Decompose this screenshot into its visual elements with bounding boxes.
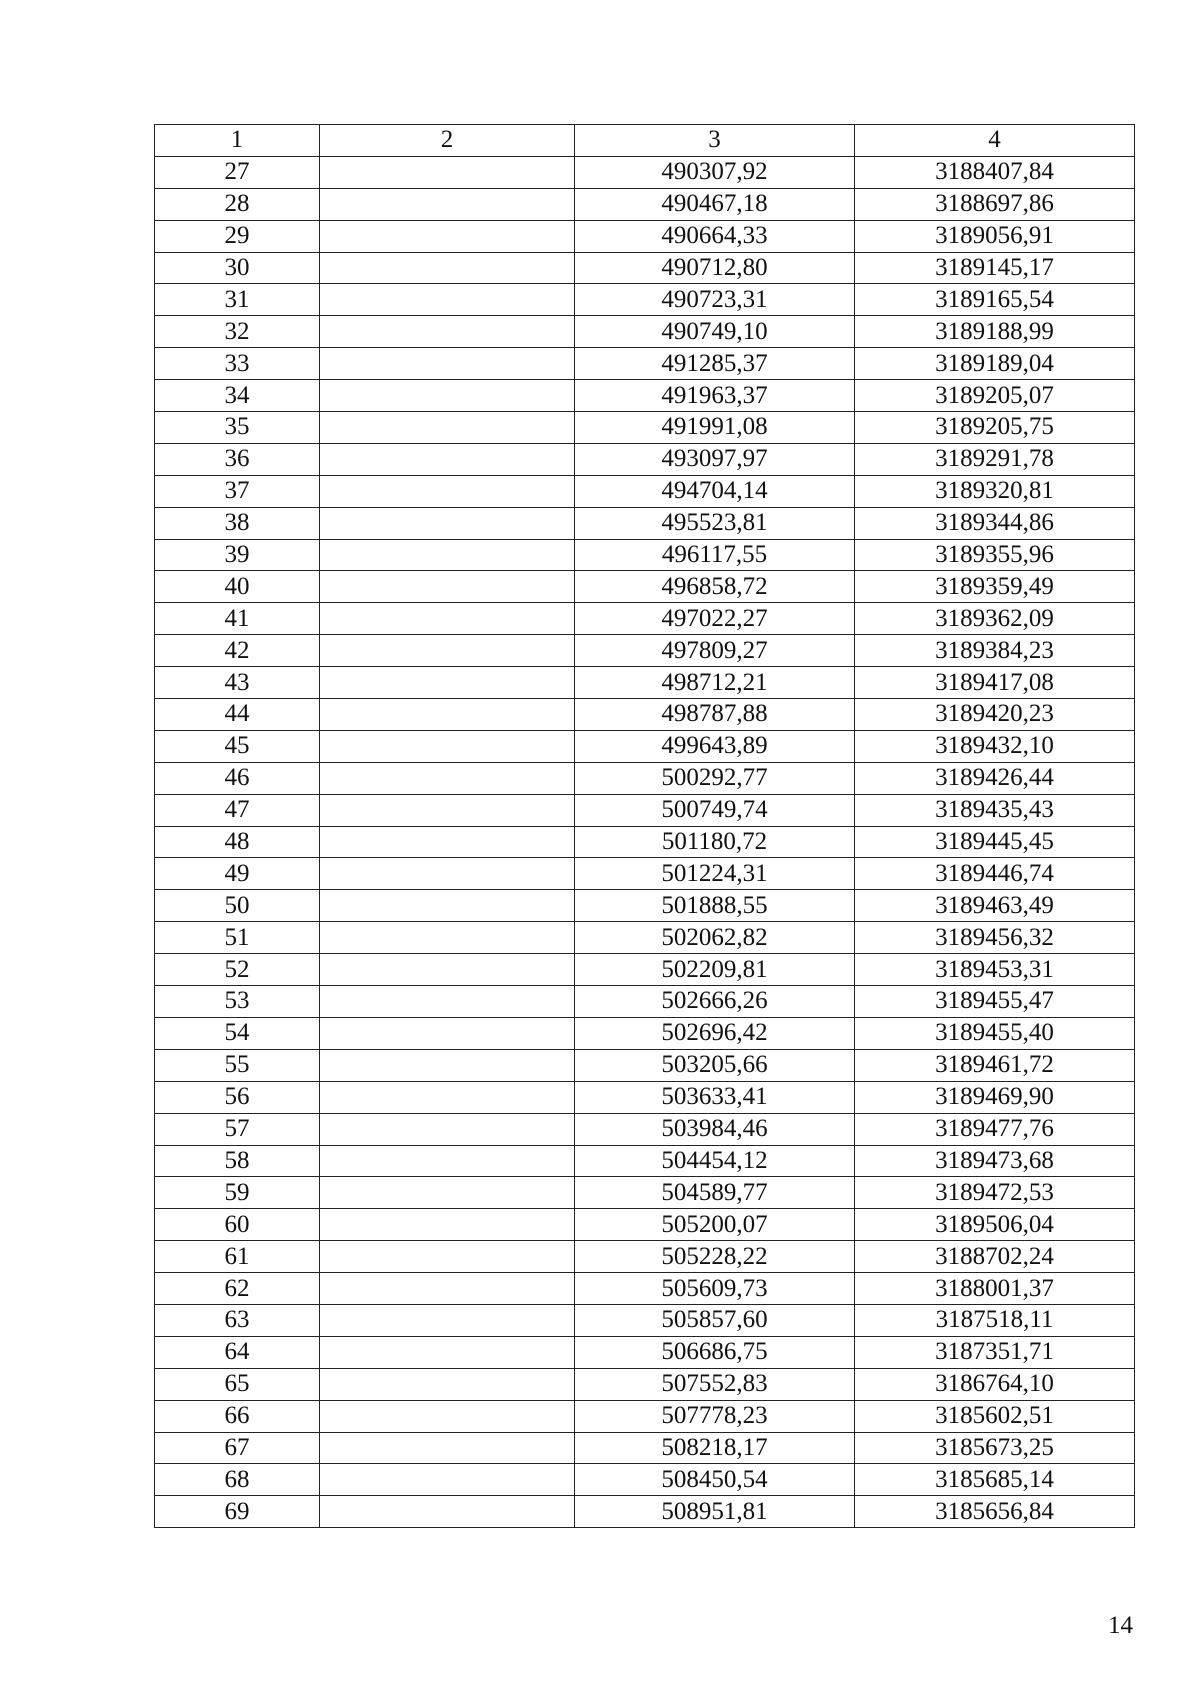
table-cell-col-1: 52 (155, 954, 320, 986)
table-cell-col-1: 53 (155, 986, 320, 1018)
table-cell-col-2 (320, 252, 575, 284)
table-cell-col-3: 503633,41 (575, 1081, 855, 1113)
table-cell-col-4: 3189472,53 (855, 1177, 1135, 1209)
table-cell-col-4: 3189456,32 (855, 922, 1135, 954)
table-cell-col-3: 499643,89 (575, 730, 855, 762)
table-cell-col-3: 501180,72 (575, 826, 855, 858)
table-cell-col-3: 490467,18 (575, 188, 855, 220)
table-cell-col-1: 62 (155, 1273, 320, 1305)
table-cell-col-4: 3185673,25 (855, 1432, 1135, 1464)
column-header-4: 4 (855, 125, 1135, 157)
table-cell-col-1: 35 (155, 412, 320, 444)
table-cell-col-3: 502696,42 (575, 1017, 855, 1049)
table-cell-col-4: 3189461,72 (855, 1049, 1135, 1081)
table-cell-col-1: 48 (155, 826, 320, 858)
table-cell-col-4: 3189420,23 (855, 699, 1135, 731)
table-cell-col-2 (320, 667, 575, 699)
table-cell-col-3: 503984,46 (575, 1113, 855, 1145)
table-cell-col-1: 41 (155, 603, 320, 635)
table-cell-col-2 (320, 635, 575, 667)
table-row (155, 858, 1135, 890)
table-cell-col-4: 3189344,86 (855, 507, 1135, 539)
table-row (155, 699, 1135, 731)
table-row (155, 571, 1135, 603)
table-row (155, 922, 1135, 954)
table-cell-col-1: 54 (155, 1017, 320, 1049)
table-cell-col-3: 508450,54 (575, 1464, 855, 1496)
table-row (155, 667, 1135, 699)
table-cell-col-4: 3185656,84 (855, 1496, 1135, 1528)
table-cell-col-2 (320, 475, 575, 507)
table-cell-col-3: 505228,22 (575, 1241, 855, 1273)
table-row (155, 730, 1135, 762)
table-cell-col-3: 490307,92 (575, 156, 855, 188)
table-cell-col-2 (320, 1209, 575, 1241)
table-cell-col-1: 43 (155, 667, 320, 699)
table-cell-col-4: 3188702,24 (855, 1241, 1135, 1273)
table-row (155, 380, 1135, 412)
table-cell-col-3: 498712,21 (575, 667, 855, 699)
table-cell-col-2 (320, 890, 575, 922)
table-row (155, 762, 1135, 794)
table-cell-col-4: 3189320,81 (855, 475, 1135, 507)
table-cell-col-3: 501224,31 (575, 858, 855, 890)
table-cell-col-3: 491963,37 (575, 380, 855, 412)
table-cell-col-2 (320, 858, 575, 890)
table-cell-col-2 (320, 348, 575, 380)
table-cell-col-2 (320, 1464, 575, 1496)
table-cell-col-1: 44 (155, 699, 320, 731)
table-cell-col-4: 3189426,44 (855, 762, 1135, 794)
table-cell-col-1: 58 (155, 1145, 320, 1177)
table-cell-col-1: 65 (155, 1368, 320, 1400)
table-cell-col-1: 32 (155, 316, 320, 348)
table-cell-col-4: 3189189,04 (855, 348, 1135, 380)
table-cell-col-2 (320, 539, 575, 571)
table-cell-col-3: 490749,10 (575, 316, 855, 348)
table-cell-col-1: 33 (155, 348, 320, 380)
table-cell-col-1: 66 (155, 1400, 320, 1432)
table-cell-col-2 (320, 1241, 575, 1273)
table-cell-col-1: 45 (155, 730, 320, 762)
table-cell-col-2 (320, 794, 575, 826)
table-row (155, 1400, 1135, 1432)
table-cell-col-3: 505857,60 (575, 1304, 855, 1336)
table-row (155, 635, 1135, 667)
table-header-row (155, 125, 1135, 157)
table-cell-col-2 (320, 954, 575, 986)
table-cell-col-2 (320, 986, 575, 1018)
table-cell-col-2 (320, 922, 575, 954)
table-cell-col-1: 29 (155, 220, 320, 252)
column-header-1: 1 (155, 125, 320, 157)
table-cell-col-4: 3189417,08 (855, 667, 1135, 699)
table-cell-col-3: 491991,08 (575, 412, 855, 444)
table-cell-col-2 (320, 1273, 575, 1305)
table-cell-col-2 (320, 730, 575, 762)
table-cell-col-4: 3187518,11 (855, 1304, 1135, 1336)
column-header-3: 3 (575, 125, 855, 157)
table-cell-col-4: 3189432,10 (855, 730, 1135, 762)
table-cell-col-1: 39 (155, 539, 320, 571)
table-row (155, 156, 1135, 188)
table-cell-col-4: 3189362,09 (855, 603, 1135, 635)
table-cell-col-1: 64 (155, 1336, 320, 1368)
table-cell-col-4: 3189435,43 (855, 794, 1135, 826)
table-cell-col-1: 30 (155, 252, 320, 284)
table-cell-col-3: 493097,97 (575, 443, 855, 475)
table-row (155, 188, 1135, 220)
table-cell-col-1: 63 (155, 1304, 320, 1336)
table-row (155, 1368, 1135, 1400)
table-cell-col-2 (320, 507, 575, 539)
table-cell-col-4: 3189145,17 (855, 252, 1135, 284)
table-cell-col-1: 50 (155, 890, 320, 922)
table-row (155, 443, 1135, 475)
table-cell-col-3: 502209,81 (575, 954, 855, 986)
table-cell-col-1: 57 (155, 1113, 320, 1145)
table-row (155, 1304, 1135, 1336)
table-cell-col-4: 3189205,75 (855, 412, 1135, 444)
table-cell-col-4: 3189453,31 (855, 954, 1135, 986)
table-cell-col-1: 42 (155, 635, 320, 667)
table-cell-col-4: 3185685,14 (855, 1464, 1135, 1496)
table-cell-col-4: 3189056,91 (855, 220, 1135, 252)
table-cell-col-3: 498787,88 (575, 699, 855, 731)
table-cell-col-2 (320, 826, 575, 858)
table-cell-col-2 (320, 1496, 575, 1528)
table-row (155, 1049, 1135, 1081)
table-cell-col-3: 491285,37 (575, 348, 855, 380)
page-number: 14 (1108, 1612, 1133, 1639)
table-cell-col-2 (320, 1336, 575, 1368)
table-cell-col-2 (320, 1304, 575, 1336)
table-row (155, 1336, 1135, 1368)
table-row (155, 1464, 1135, 1496)
table-cell-col-4: 3189165,54 (855, 284, 1135, 316)
table-cell-col-1: 36 (155, 443, 320, 475)
table-cell-col-3: 490712,80 (575, 252, 855, 284)
table-cell-col-2 (320, 1017, 575, 1049)
table-row (155, 890, 1135, 922)
table-cell-col-4: 3185602,51 (855, 1400, 1135, 1432)
table-cell-col-1: 46 (155, 762, 320, 794)
coordinates-table (154, 124, 1135, 1528)
table-cell-col-4: 3189384,23 (855, 635, 1135, 667)
table-cell-col-3: 504589,77 (575, 1177, 855, 1209)
table-row (155, 1017, 1135, 1049)
table-cell-col-4: 3189455,40 (855, 1017, 1135, 1049)
table-cell-col-4: 3189359,49 (855, 571, 1135, 603)
table-cell-col-4: 3189188,99 (855, 316, 1135, 348)
table-cell-col-1: 56 (155, 1081, 320, 1113)
table-cell-col-4: 3189455,47 (855, 986, 1135, 1018)
table-body (155, 156, 1135, 1527)
table-cell-col-3: 494704,14 (575, 475, 855, 507)
table-cell-col-3: 502062,82 (575, 922, 855, 954)
table-cell-col-3: 507778,23 (575, 1400, 855, 1432)
table-cell-col-4: 3188697,86 (855, 188, 1135, 220)
table-cell-col-3: 505609,73 (575, 1273, 855, 1305)
table-row (155, 1081, 1135, 1113)
table-cell-col-4: 3189446,74 (855, 858, 1135, 890)
table-row (155, 986, 1135, 1018)
table-cell-col-3: 507552,83 (575, 1368, 855, 1400)
table-cell-col-1: 27 (155, 156, 320, 188)
table-cell-col-2 (320, 1049, 575, 1081)
table-cell-col-2 (320, 699, 575, 731)
table-cell-col-2 (320, 571, 575, 603)
table-cell-col-4: 3188407,84 (855, 156, 1135, 188)
table-cell-col-2 (320, 188, 575, 220)
table-cell-col-3: 508218,17 (575, 1432, 855, 1464)
table-cell-col-2 (320, 1400, 575, 1432)
table-cell-col-1: 47 (155, 794, 320, 826)
table-cell-col-4: 3189473,68 (855, 1145, 1135, 1177)
table-cell-col-2 (320, 443, 575, 475)
table-cell-col-2 (320, 1177, 575, 1209)
table-cell-col-1: 40 (155, 571, 320, 603)
table-row (155, 1432, 1135, 1464)
table-cell-col-2 (320, 380, 575, 412)
table-cell-col-2 (320, 762, 575, 794)
table-cell-col-3: 506686,75 (575, 1336, 855, 1368)
table-row (155, 412, 1135, 444)
table-cell-col-4: 3189291,78 (855, 443, 1135, 475)
table-row (155, 348, 1135, 380)
table-row (155, 1241, 1135, 1273)
table-cell-col-3: 500292,77 (575, 762, 855, 794)
table-cell-col-1: 34 (155, 380, 320, 412)
table-cell-col-2 (320, 1368, 575, 1400)
table-cell-col-2 (320, 1081, 575, 1113)
table-row (155, 507, 1135, 539)
table-cell-col-3: 495523,81 (575, 507, 855, 539)
table-cell-col-4: 3189355,96 (855, 539, 1135, 571)
table-cell-col-3: 508951,81 (575, 1496, 855, 1528)
table-cell-col-1: 49 (155, 858, 320, 890)
table-cell-col-1: 37 (155, 475, 320, 507)
table-cell-col-4: 3189506,04 (855, 1209, 1135, 1241)
table-cell-col-1: 59 (155, 1177, 320, 1209)
table-row (155, 603, 1135, 635)
table-row (155, 1273, 1135, 1305)
table-cell-col-3: 500749,74 (575, 794, 855, 826)
table-cell-col-2 (320, 412, 575, 444)
table-row (155, 1496, 1135, 1528)
table-cell-col-2 (320, 603, 575, 635)
table-cell-col-3: 501888,55 (575, 890, 855, 922)
table-cell-col-1: 68 (155, 1464, 320, 1496)
column-header-2: 2 (320, 125, 575, 157)
table-row (155, 539, 1135, 571)
table-cell-col-3: 490723,31 (575, 284, 855, 316)
table-cell-col-4: 3189463,49 (855, 890, 1135, 922)
table-row (155, 252, 1135, 284)
table-cell-col-2 (320, 1432, 575, 1464)
table-row (155, 1177, 1135, 1209)
table-cell-col-3: 497809,27 (575, 635, 855, 667)
table-cell-col-2 (320, 284, 575, 316)
table-cell-col-2 (320, 156, 575, 188)
table-cell-col-4: 3188001,37 (855, 1273, 1135, 1305)
table-row (155, 1145, 1135, 1177)
table-cell-col-1: 69 (155, 1496, 320, 1528)
table-row (155, 220, 1135, 252)
table-cell-col-2 (320, 1145, 575, 1177)
table-cell-col-2 (320, 220, 575, 252)
table-cell-col-1: 38 (155, 507, 320, 539)
table-cell-col-1: 67 (155, 1432, 320, 1464)
table-row (155, 954, 1135, 986)
table-row (155, 475, 1135, 507)
table-row (155, 826, 1135, 858)
table-cell-col-3: 505200,07 (575, 1209, 855, 1241)
table-cell-col-2 (320, 1113, 575, 1145)
table-cell-col-3: 504454,12 (575, 1145, 855, 1177)
table-row (155, 284, 1135, 316)
table-cell-col-4: 3189205,07 (855, 380, 1135, 412)
table-cell-col-1: 61 (155, 1241, 320, 1273)
table-row (155, 1113, 1135, 1145)
table-cell-col-4: 3186764,10 (855, 1368, 1135, 1400)
table-cell-col-4: 3189469,90 (855, 1081, 1135, 1113)
table-cell-col-1: 31 (155, 284, 320, 316)
table-cell-col-4: 3189477,76 (855, 1113, 1135, 1145)
table-cell-col-1: 60 (155, 1209, 320, 1241)
table-cell-col-1: 55 (155, 1049, 320, 1081)
table-cell-col-3: 503205,66 (575, 1049, 855, 1081)
table-cell-col-3: 496117,55 (575, 539, 855, 571)
table-row (155, 1209, 1135, 1241)
table-cell-col-3: 502666,26 (575, 986, 855, 1018)
table-cell-col-3: 496858,72 (575, 571, 855, 603)
table-cell-col-1: 28 (155, 188, 320, 220)
table-row (155, 794, 1135, 826)
table-row (155, 316, 1135, 348)
table-cell-col-1: 51 (155, 922, 320, 954)
table-cell-col-4: 3189445,45 (855, 826, 1135, 858)
table-cell-col-4: 3187351,71 (855, 1336, 1135, 1368)
table-cell-col-3: 497022,27 (575, 603, 855, 635)
table-cell-col-3: 490664,33 (575, 220, 855, 252)
table-cell-col-2 (320, 316, 575, 348)
